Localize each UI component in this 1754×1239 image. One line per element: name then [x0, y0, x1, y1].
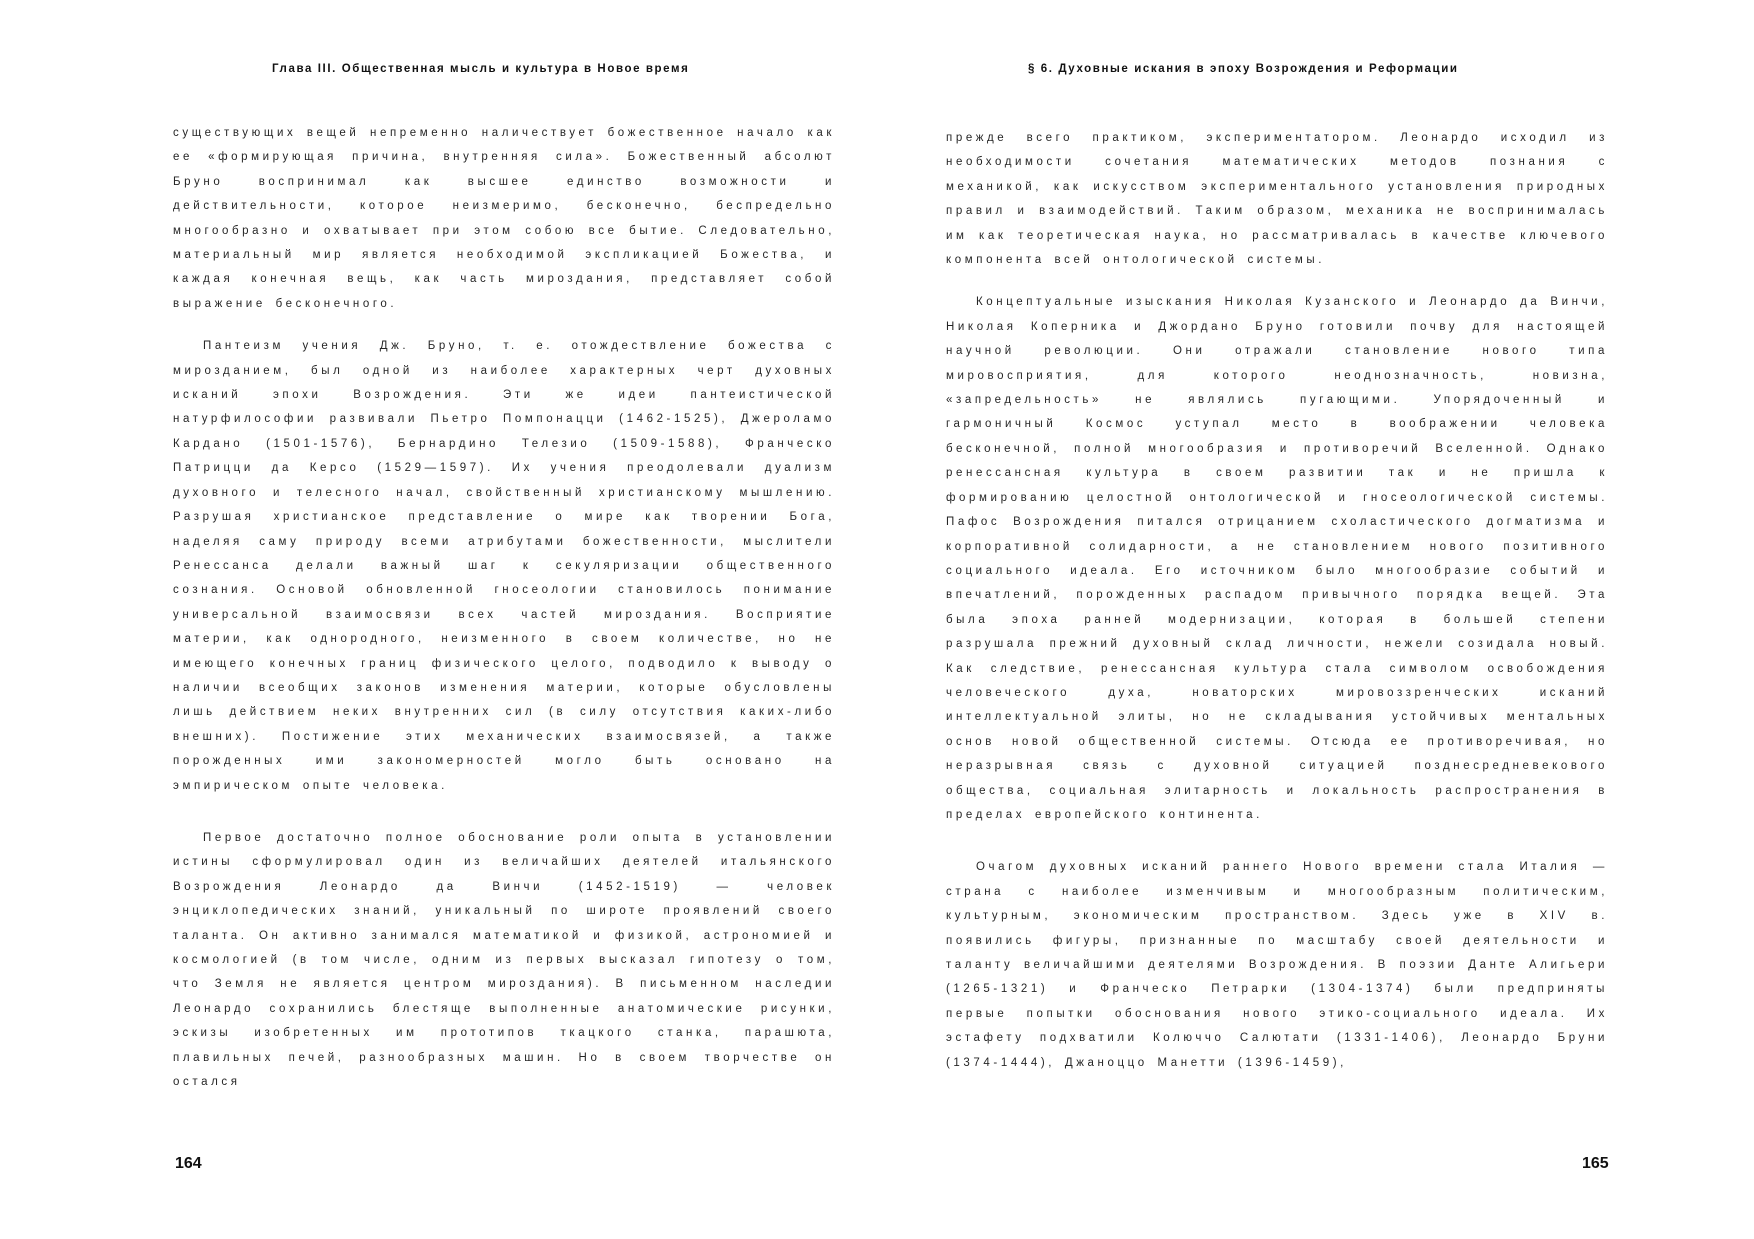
body-text-left — [173, 121, 835, 1094]
paragraph: Очагом духовных исканий раннего Нового времени стала Италия — страна с наиболее изменчивым и многообразным политическим, культурным, экономическим пространством. Здесь уже в XIV в. появились фигуры, признанные по масштабу своей деятельности и таланту величайшими деятелями Возрождения. В поэзии Данте Алигьери (1265-1321) и Франческо Петрарки (1304-1374) были предприняты первые попытки обоснования нового этико-социального идеала. Их эстафету подхватили Колюччо Салютати (1331-1406), Леонардо Бруни (1374-1444), Джаноццо Манетти (1396-1459), — [946, 861, 1608, 1069]
paragraph: существующих вещей непременно наличествует божественное начало как ее «формирующая причина, внутренняя сила». Божественный абсолют Бруно воспринимал как высшее единство возможности и действительности, которое неизмеримо, бесконечно, беспредельно многообразно и охватывает при этом собою все бытие. Следовательно, материальный мир является необходимой экспликацией Божества, и каждая конечная вещь, как часть мироздания, представляет собой выражение бесконечного. — [173, 127, 835, 310]
paragraph: Пантеизм учения Дж. Бруно, т. е. отождествление божества с мирозданием, был одной из наиболее характерных черт духовных исканий эпохи Возрождения. Эти же идеи пантеистической натурфилософии развивали Пьетро Помпонацци (1462-1525), Джероламо Кардано (1501-1576), Бернардино Телезио (1509-1588), Франческо Патрицци да Керсо (1529—1597). Их учения преодолевали дуализм духовного и телесного начал, свойственный христианскому мышлению. Разрушая христианское представление о мире как творении Бога, наделяя саму природу всеми атрибутами божественности, мыслители Ренессанса делали важный шаг к секуляризации общественного сознания. Основой обновленной гносеологии становилось понимание универсальной взаимосвязи всех частей мироздания. Восприятие материи, как однородного, неизменного в своем количестве, но не имеющего конечных границ физического целого, подводило к выводу о наличии всеобщих законов изменения материи, которые обусловлены лишь действием неких внутренних сил (в силу отсутствия каких-либо внешних). Постижение этих механических взаимосвязей, а также порожденных ими закономерностей могло быть основано на эмпирическом опыте человека. — [173, 340, 835, 792]
page-number-right: 165 — [1582, 1155, 1609, 1172]
body-text-right — [946, 126, 1608, 1075]
right-page — [877, 0, 1754, 1239]
running-head-left: Глава III. Общественная мысль и культура в Новое время — [272, 63, 690, 75]
paragraph: Концептуальные изыскания Николая Кузанского и Леонардо да Винчи, Николая Коперника и Джордано Бруно готовили почву для настоящей научной революции. Они отражали становление нового типа мировосприятия, для которого неоднозначность, новизна, «запредельность» не являлись пугающими. Упорядоченный и гармоничный Космос уступал место в воображении человека бесконечной, полной многообразия и противоречий Вселенной. Однако ренессансная культура в своем развитии так и не пришла к формированию целостной онтологической и гносеологической системы. Пафос Возрождения питался отрицанием схоластического догматизма и корпоративной солидарности, а не становлением нового позитивного социального идеала. Его источником было многообразие событий и впечатлений, порожденных распадом привычного порядка вещей. Эта была эпоха ранней модернизации, которая в большей степени разрушала прежний духовный склад личности, нежели созидала новый. Как следствие, ренессансная культура стала символом освобождения человеческого духа, новаторских мировоззренческих исканий интеллектуальной элиты, но не складывания устойчивых ментальных основ новой общественной системы. Отсюда ее противоречивая, но неразрывная связь с духовной ситуацией позднесредневекового общества, социальная элитарность и локальность распространения в пределах европейского континента. — [946, 296, 1608, 821]
page-number-left: 164 — [175, 1155, 202, 1172]
running-head-right: § 6. Духовные искания в эпоху Возрождения и Реформации — [1028, 63, 1459, 75]
paragraph: Первое достаточно полное обоснование роли опыта в установлении истины сформулировал один из величайших деятелей итальянского Возрождения Леонардо да Винчи (1452-1519) — человек энциклопедических знаний, уникальный по широте проявлений своего таланта. Он активно занимался математикой и физикой, астрономией и космологией (в том числе, одним из первых высказал гипотезу о том, что Земля не является центром мироздания). В письменном наследии Леонардо сохранились блестяще выполненные анатомические рисунки, эскизы изобретенных им прототипов ткацкого станка, парашюта, плавильных печей, разнообразных машин. Но в своем творчестве он остался — [173, 831, 835, 1089]
paragraph: прежде всего практиком, экспериментатором. Леонардо исходил из необходимости сочетания математических методов познания с механикой, как искусством экспериментального установления природных правил и взаимодействий. Таким образом, механика не воспринималась им как теоретическая наука, но рассматривалась в качестве ключевого компонента всей онтологической системы. — [946, 132, 1608, 267]
